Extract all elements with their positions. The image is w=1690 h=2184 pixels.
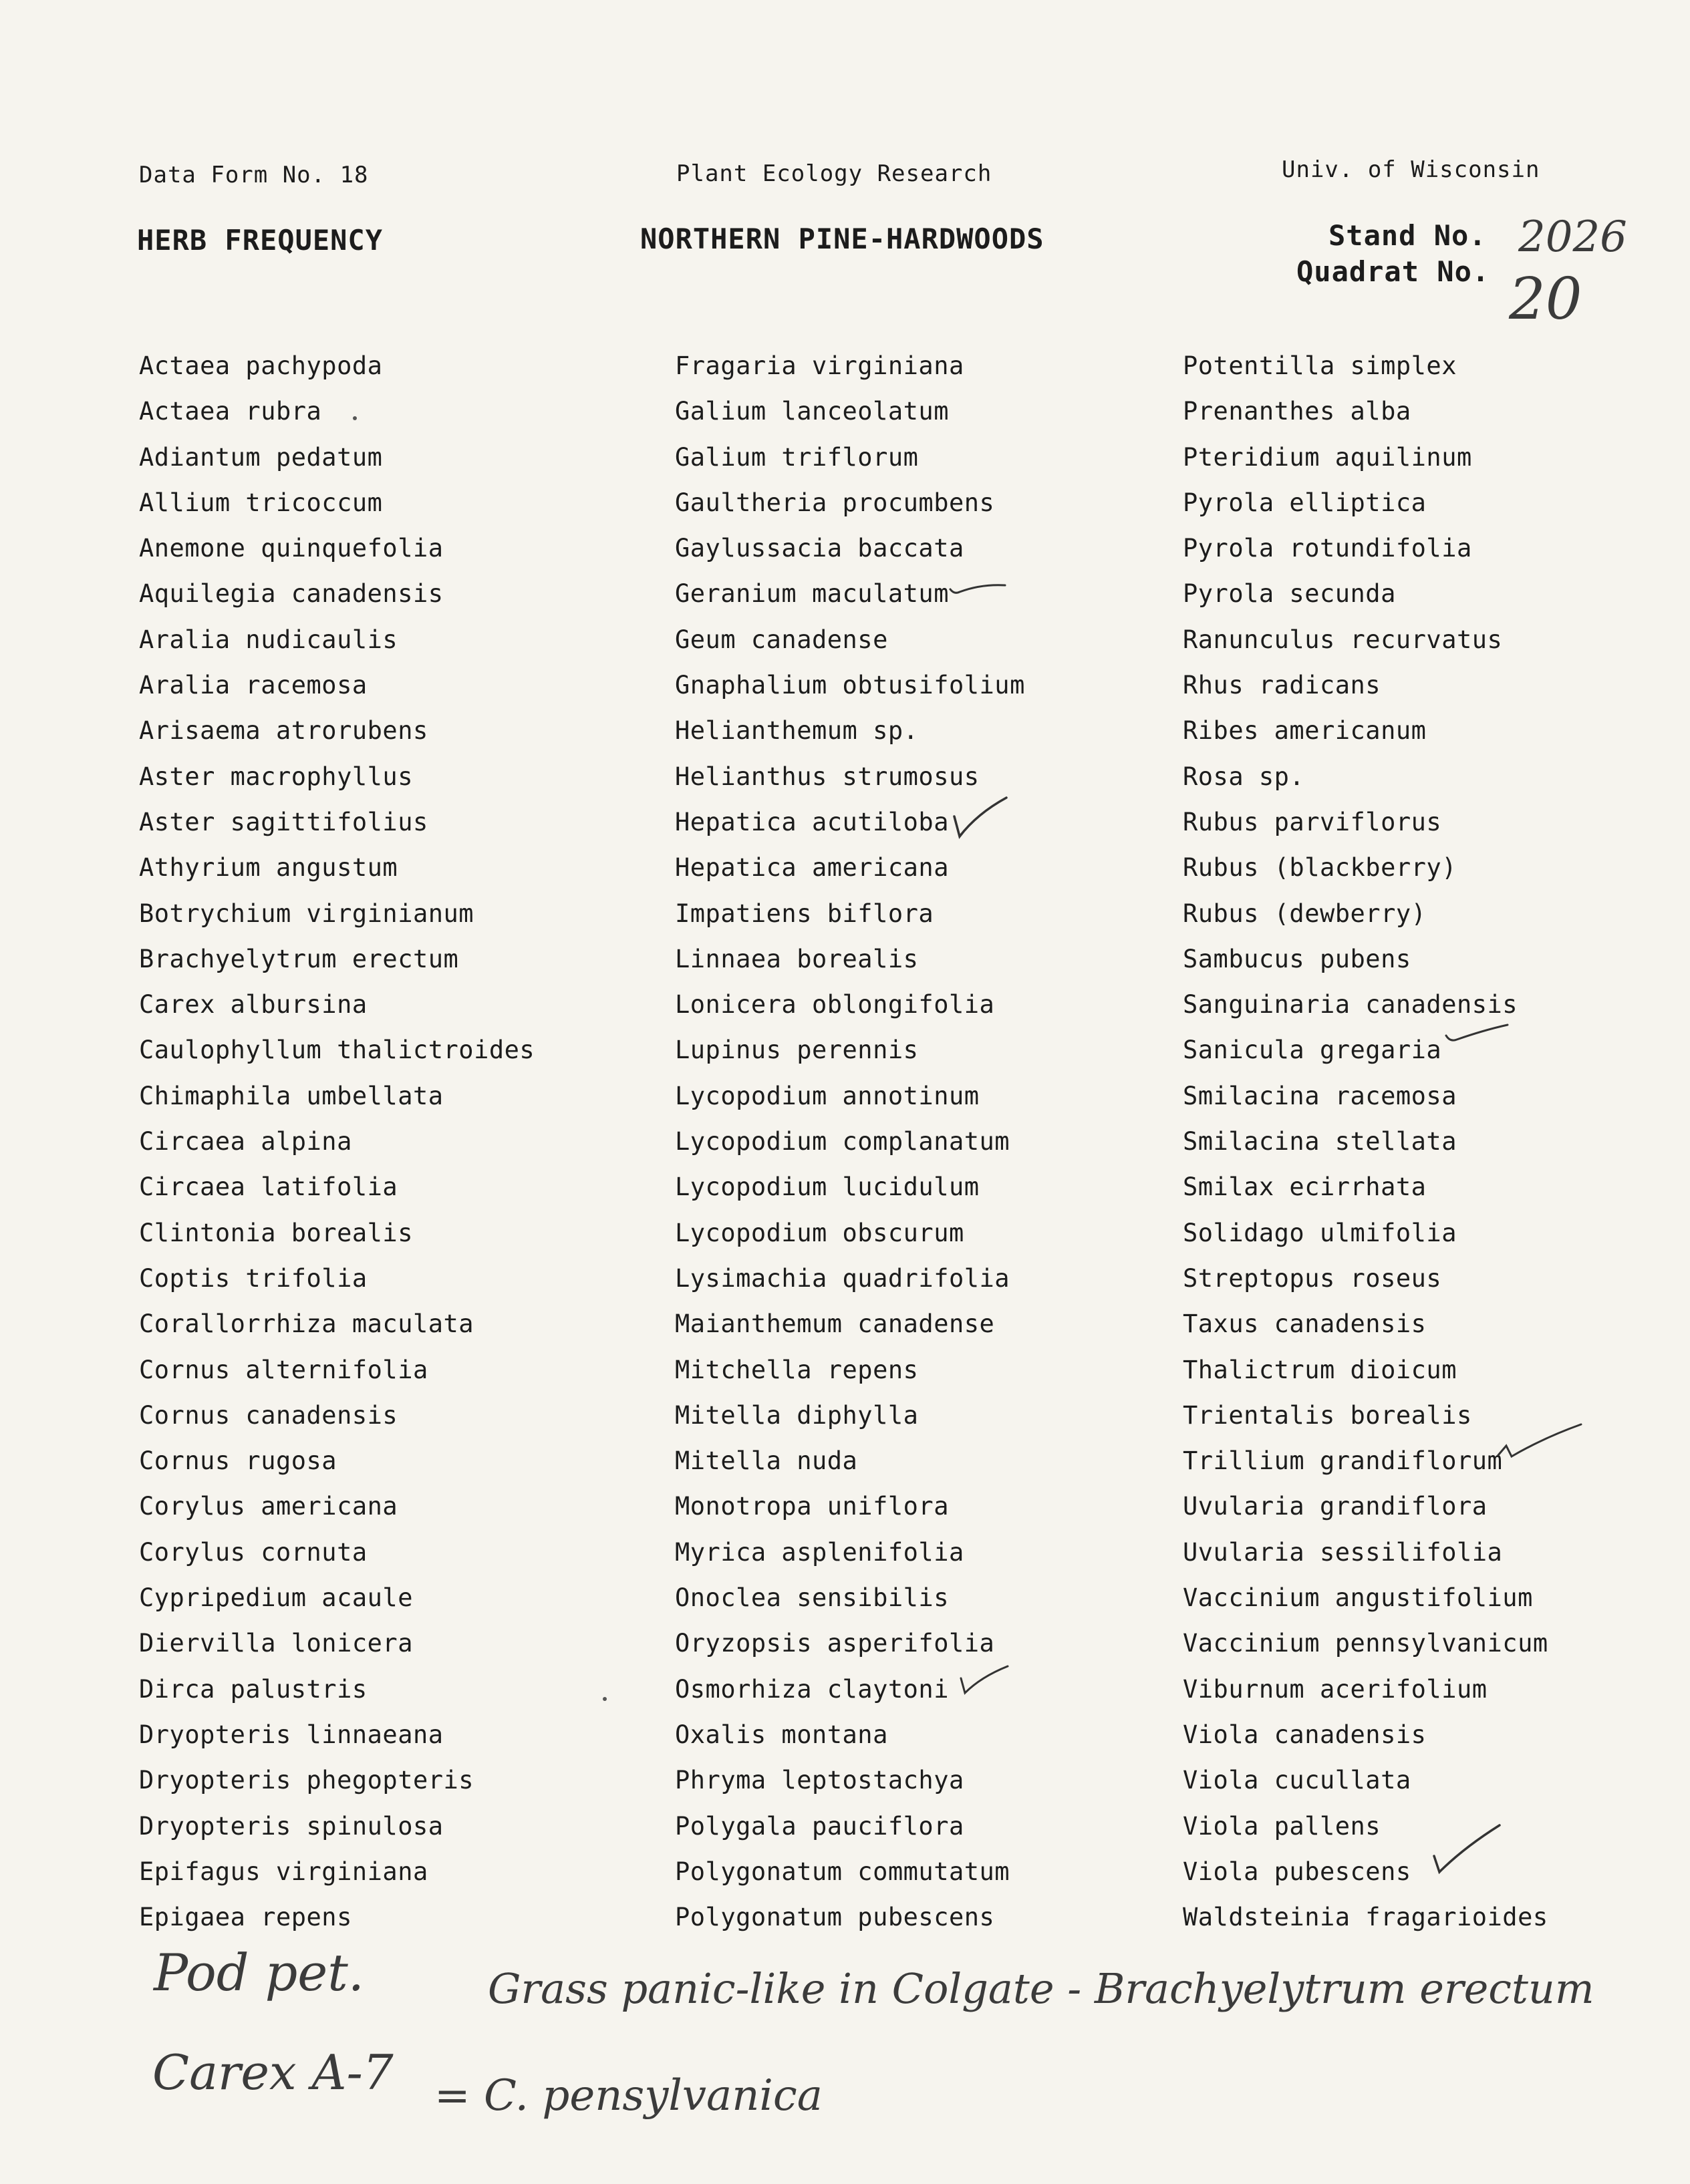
species-item: Mitella diphylla: [675, 1400, 919, 1430]
species-item: Mitchella repens: [675, 1355, 919, 1384]
species-item: Diervilla lonicera: [139, 1629, 413, 1658]
species-item: Carex albursina: [139, 990, 368, 1020]
species-item: Anemone quinquefolia: [139, 534, 444, 563]
species-item: Geum canadense: [675, 625, 888, 654]
species-item: Aster macrophyllus: [139, 762, 413, 791]
species-item: Sanicula gregaria: [1183, 1036, 1442, 1065]
species-item: Allium tricoccum: [139, 488, 383, 517]
species-item: Polygala pauciflora: [675, 1811, 964, 1841]
stray-mark: [603, 1697, 607, 1701]
species-item: Galium triflorum: [675, 442, 919, 472]
species-item: Corallorrhiza maculata: [139, 1309, 474, 1339]
species-item: Trientalis borealis: [1183, 1400, 1472, 1430]
species-item: Galium lanceolatum: [675, 397, 949, 426]
species-item: Botrychium virginianum: [139, 899, 474, 928]
species-item: Dirca palustris: [139, 1674, 368, 1704]
species-item: Arisaema atrorubens: [139, 716, 428, 746]
species-item: Prenanthes alba: [1183, 397, 1411, 426]
species-item: Dryopteris spinulosa: [139, 1811, 444, 1841]
species-item: Vaccinium angustifolium: [1183, 1583, 1533, 1613]
species-item: Coptis trifolia: [139, 1263, 368, 1293]
community-type: NORTHERN PINE-HARDWOODS: [640, 222, 1044, 255]
checkmark-icon: [1497, 1422, 1584, 1462]
species-item: Dryopteris phegopteris: [139, 1766, 474, 1795]
species-item: Viburnum acerifolium: [1183, 1674, 1488, 1704]
handwritten-note-pensylvanica: = C. pensylvanica: [434, 2071, 823, 2121]
species-item: Aralia racemosa: [139, 671, 368, 700]
species-item: Lycopodium obscurum: [675, 1218, 964, 1247]
stray-mark: [353, 416, 357, 420]
species-item: Clintonia borealis: [139, 1218, 413, 1247]
species-item: Osmorhiza claytoni: [675, 1674, 949, 1704]
checkmark-icon: [948, 580, 1008, 599]
checkmark-icon: [950, 794, 1010, 840]
species-item: Epigaea repens: [139, 1903, 352, 1932]
stand-label: Stand No.: [1328, 219, 1487, 252]
species-item: Ranunculus recurvatus: [1183, 625, 1503, 654]
species-item: Mitella nuda: [675, 1446, 858, 1476]
species-item: Hepatica acutiloba: [675, 807, 949, 836]
species-item: Viola canadensis: [1183, 1720, 1427, 1749]
species-item: Hepatica americana: [675, 853, 949, 883]
species-item: Adiantum pedatum: [139, 442, 383, 472]
species-item: Actaea pachypoda: [139, 351, 383, 380]
species-item: Onoclea sensibilis: [675, 1583, 949, 1613]
species-item: Uvularia grandiflora: [1183, 1492, 1488, 1521]
species-item: Corylus cornuta: [139, 1537, 368, 1567]
species-item: Impatiens biflora: [675, 899, 934, 928]
species-item: Oxalis montana: [675, 1720, 888, 1749]
species-item: Brachyelytrum erectum: [139, 944, 459, 973]
species-item: Viola cucullata: [1183, 1766, 1411, 1795]
species-item: Gaylussacia baccata: [675, 534, 964, 563]
species-item: Thalictrum dioicum: [1183, 1355, 1457, 1384]
species-item: Vaccinium pennsylvanicum: [1183, 1629, 1548, 1658]
species-item: Fragaria virginiana: [675, 351, 964, 380]
species-item: Viola pallens: [1183, 1811, 1381, 1841]
species-item: Lycopodium complanatum: [675, 1127, 1010, 1156]
checkmark-icon: [957, 1664, 1010, 1697]
species-item: Circaea latifolia: [139, 1173, 398, 1202]
form-number: Data Form No. 18: [139, 162, 369, 188]
species-item: Sanguinaria canadensis: [1183, 990, 1518, 1020]
species-item: Rhus radicans: [1183, 671, 1381, 700]
species-item: Polygonatum pubescens: [675, 1903, 995, 1932]
species-column-1: [139, 353, 535, 1949]
species-item: Solidago ulmifolia: [1183, 1218, 1457, 1247]
species-item: Waldsteinia fragarioides: [1183, 1903, 1548, 1932]
species-item: Helianthemum sp.: [675, 716, 919, 746]
quadrat-label: Quadrat No.: [1296, 255, 1490, 288]
species-item: Smilacina racemosa: [1183, 1081, 1457, 1110]
species-item: Lycopodium annotinum: [675, 1081, 980, 1110]
species-item: Lonicera oblongifolia: [675, 990, 995, 1020]
species-item: Aralia nudicaulis: [139, 625, 398, 654]
species-item: Polygonatum commutatum: [675, 1857, 1010, 1886]
species-item: Cypripedium acaule: [139, 1583, 413, 1613]
species-item: Caulophyllum thalictroides: [139, 1036, 535, 1065]
species-item: Circaea alpina: [139, 1127, 352, 1156]
quadrat-number-handwritten: 20: [1509, 266, 1582, 333]
university: Univ. of Wisconsin: [1282, 156, 1540, 183]
organization: Plant Ecology Research: [676, 160, 992, 187]
species-column-3: [1183, 353, 1548, 1949]
species-item: Smilax ecirrhata: [1183, 1173, 1427, 1202]
species-item: Epifagus virginiana: [139, 1857, 428, 1886]
species-item: Gnaphalium obtusifolium: [675, 671, 1025, 700]
species-item: Pyrola elliptica: [1183, 488, 1427, 517]
species-item: Aster sagittifolius: [139, 807, 428, 836]
species-item: Cornus alternifolia: [139, 1355, 428, 1384]
species-item: Trillium grandiflorum: [1183, 1446, 1503, 1476]
species-item: Gaultheria procumbens: [675, 488, 995, 517]
species-item: Rubus (dewberry): [1183, 899, 1427, 928]
species-item: Ribes americanum: [1183, 716, 1427, 746]
species-item: Lycopodium lucidulum: [675, 1173, 980, 1202]
species-item: Pyrola secunda: [1183, 579, 1396, 609]
species-item: Geranium maculatum: [675, 579, 949, 609]
species-item: Potentilla simplex: [1183, 351, 1457, 380]
handwritten-note-pod: Pod pet.: [154, 1943, 364, 2002]
species-item: Monotropa uniflora: [675, 1492, 949, 1521]
species-item: Aquilegia canadensis: [139, 579, 444, 609]
species-item: Cornus rugosa: [139, 1446, 337, 1476]
species-item: Actaea rubra: [139, 397, 322, 426]
species-item: Rubus parviflorus: [1183, 807, 1442, 836]
species-item: Viola pubescens: [1183, 1857, 1411, 1886]
species-item: Dryopteris linnaeana: [139, 1720, 444, 1749]
species-item: Rosa sp.: [1183, 762, 1305, 791]
species-item: Lysimachia quadrifolia: [675, 1263, 1010, 1293]
species-item: Lupinus perennis: [675, 1036, 919, 1065]
species-item: Phryma leptostachya: [675, 1766, 964, 1795]
species-item: Cornus canadensis: [139, 1400, 398, 1430]
species-item: Oryzopsis asperifolia: [675, 1629, 995, 1658]
handwritten-note-carex: Carex A-7: [152, 2044, 394, 2100]
species-item: Linnaea borealis: [675, 944, 919, 973]
species-item: Sambucus pubens: [1183, 944, 1411, 973]
species-item: Athyrium angustum: [139, 853, 398, 883]
stand-number-handwritten: 2026: [1518, 212, 1627, 262]
species-item: Myrica asplenifolia: [675, 1537, 964, 1567]
species-item: Smilacina stellata: [1183, 1127, 1457, 1156]
species-item: Maianthemum canadense: [675, 1309, 995, 1339]
species-item: Rubus (blackberry): [1183, 853, 1457, 883]
species-item: Helianthus strumosus: [675, 762, 980, 791]
species-item: Streptopus roseus: [1183, 1263, 1442, 1293]
form-title: HERB FREQUENCY: [137, 224, 384, 257]
handwritten-note-grass: Grass panic-like in Colgate - Brachyelytrum erectum: [488, 1964, 1594, 2013]
species-item: Uvularia sessilifolia: [1183, 1537, 1503, 1567]
species-item: Corylus americana: [139, 1492, 398, 1521]
species-item: Chimaphila umbellata: [139, 1081, 444, 1110]
checkmark-icon: [1443, 1021, 1510, 1048]
species-item: Pteridium aquilinum: [1183, 442, 1472, 472]
species-item: Pyrola rotundifolia: [1183, 534, 1472, 563]
species-item: Taxus canadensis: [1183, 1309, 1427, 1339]
checkmark-icon: [1430, 1821, 1504, 1875]
